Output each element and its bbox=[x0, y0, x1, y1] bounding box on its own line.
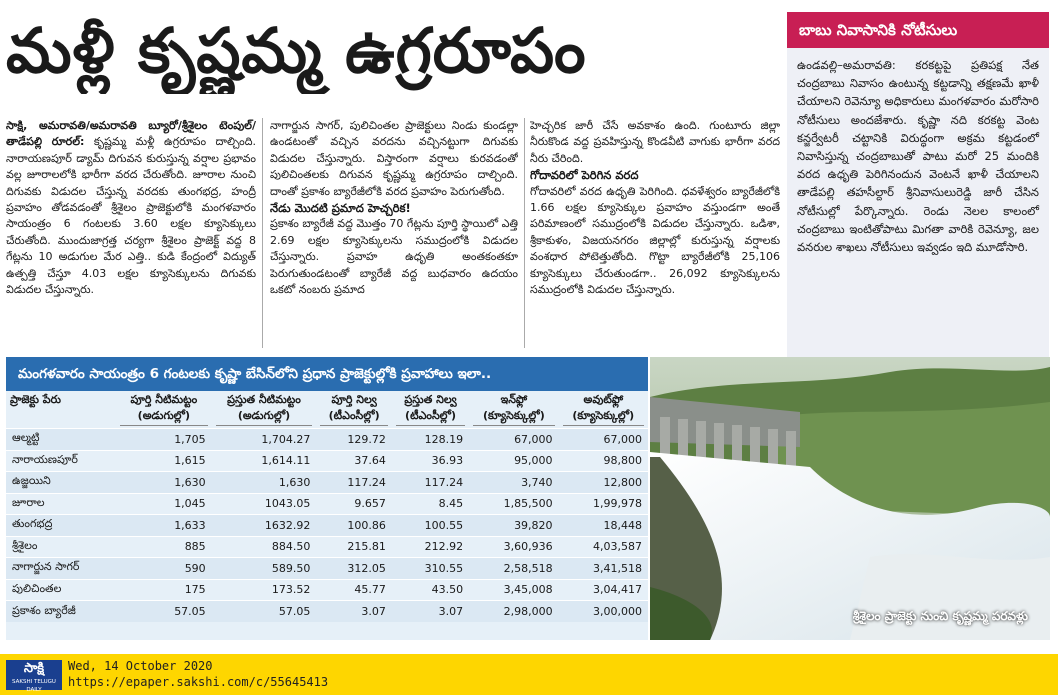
dam-photo bbox=[650, 357, 1050, 640]
footer-info bbox=[68, 658, 328, 690]
table-cell: 4,03,587 bbox=[559, 536, 648, 558]
sidebar-box bbox=[787, 12, 1049, 357]
table-cell: 3.07 bbox=[392, 601, 469, 623]
table-cell: 2,58,518 bbox=[469, 558, 558, 580]
table-cell: పులిచింతల bbox=[6, 579, 116, 601]
table-cell: 1,630 bbox=[212, 472, 317, 494]
table-cell: 57.05 bbox=[116, 601, 212, 623]
table-cell: 215.81 bbox=[316, 536, 392, 558]
table-cell: 117.24 bbox=[316, 472, 392, 494]
column-header bbox=[316, 391, 392, 429]
table-cell: 37.64 bbox=[316, 450, 392, 472]
column-header-unit: (అడుగుల్లో) bbox=[216, 409, 313, 426]
table-cell: 1632.92 bbox=[212, 515, 317, 537]
table-cell: 1,99,978 bbox=[559, 493, 648, 515]
table-cell: 100.86 bbox=[316, 515, 392, 537]
column-header-label: ప్రాజెక్టు పేరు bbox=[10, 393, 61, 406]
article-text: గోదావరిలో వరద ఉధృతి పెరిగింది. ధవళేశ్వరం బ్యారేజీలోకి 1.66 లక్షల క్యూసెక్కుల ప్రవాహం వస్తుండగా అంతే పరిమాణంలో సముద్రంలోకి విడుదల చేస్తున్నారు. ఒడిశా, శ్రీకాకుళం, విజయనగరం జిల్లాల్లో కురుస్తున్న వర్షాలకు వంశధార పోటెత్తుతోంది. గొట్టా బ్యారేజీలోకి 25,106 క్యూసెక్కులు చేరుతుండగా.. 26,092 క్యూసెక్కులను సముద్రంలోకి విడుదల చేస్తున్నారు. bbox=[530, 184, 780, 297]
table-cell: 12,800 bbox=[559, 472, 648, 494]
photo-caption: శ్రీశైలం ప్రాజెక్టు నుంచి కృష్ణమ్మ పరవళ్లు bbox=[852, 609, 1028, 623]
table-cell: 98,800 bbox=[559, 450, 648, 472]
table-cell: 3,740 bbox=[469, 472, 558, 494]
table-cell: ఆల్మట్టి bbox=[6, 429, 116, 451]
table-row bbox=[6, 472, 648, 494]
project-inflow-table bbox=[6, 357, 648, 640]
epaper-link[interactable]: https://epaper.sakshi.com/c/55645413 bbox=[68, 675, 329, 689]
table-cell: 67,000 bbox=[469, 429, 558, 451]
table-row bbox=[6, 493, 648, 515]
headline: మళ్లీ కృష్ణమ్మ ఉగ్రరూపం bbox=[6, 14, 587, 87]
table-cell: 885 bbox=[116, 536, 212, 558]
table-cell: 1,705 bbox=[116, 429, 212, 451]
table-cell: 39,820 bbox=[469, 515, 558, 537]
column-divider bbox=[524, 118, 525, 348]
column-header bbox=[116, 391, 212, 429]
logo-text: సాక్షి bbox=[23, 661, 45, 676]
table-cell: 1,85,500 bbox=[469, 493, 558, 515]
table-cell: 1,614.11 bbox=[212, 450, 317, 472]
table-cell: 3,41,518 bbox=[559, 558, 648, 580]
article-column-3 bbox=[530, 118, 780, 350]
article-byline: సాక్షి, అమరావతి/అమరావతి బ్యూరో/శ్రీశైలం టెంపుల్/తాడేపల్లి రూరల్: bbox=[6, 119, 256, 149]
table-row bbox=[6, 450, 648, 472]
table-cell: 3,00,000 bbox=[559, 601, 648, 623]
table-cell: 129.72 bbox=[316, 429, 392, 451]
table-cell: 2,98,000 bbox=[469, 601, 558, 623]
table-cell: 1,704.27 bbox=[212, 429, 317, 451]
sakshi-logo bbox=[6, 660, 62, 693]
table-cell: 95,000 bbox=[469, 450, 558, 472]
dam-photo-illustration bbox=[650, 357, 1050, 640]
table-cell: 128.19 bbox=[392, 429, 469, 451]
article-column-1 bbox=[6, 118, 256, 350]
column-header-unit: (అడుగుల్లో) bbox=[120, 409, 208, 426]
table-cell: 9.657 bbox=[316, 493, 392, 515]
article-column-2 bbox=[270, 118, 518, 350]
table-cell: 8.45 bbox=[392, 493, 469, 515]
table-cell: 36.93 bbox=[392, 450, 469, 472]
data-table bbox=[6, 391, 648, 622]
table-cell: 67,000 bbox=[559, 429, 648, 451]
table-cell: 3,04,417 bbox=[559, 579, 648, 601]
column-header-label: ప్రస్తుత నీటిమట్టం bbox=[227, 393, 301, 406]
table-cell: 117.24 bbox=[392, 472, 469, 494]
edition-date: Wed, 14 October 2020 bbox=[68, 659, 213, 673]
table-row bbox=[6, 429, 648, 451]
table-cell: 57.05 bbox=[212, 601, 317, 623]
table-cell: 312.05 bbox=[316, 558, 392, 580]
article-subheading: గోదావరిలో పెరిగిన వరద bbox=[530, 168, 639, 183]
table-cell: 18,448 bbox=[559, 515, 648, 537]
table-row bbox=[6, 579, 648, 601]
table-cell: ఉజ్జయిని bbox=[6, 472, 116, 494]
sidebar-title: బాబు నివాసానికి నోటీసులు bbox=[787, 12, 1049, 48]
column-header bbox=[392, 391, 469, 429]
column-divider bbox=[262, 118, 263, 348]
table-cell: 310.55 bbox=[392, 558, 469, 580]
table-cell: 100.55 bbox=[392, 515, 469, 537]
table-cell: 43.50 bbox=[392, 579, 469, 601]
column-header bbox=[469, 391, 558, 429]
column-header bbox=[6, 391, 116, 429]
table-cell: శ్రీశైలం bbox=[6, 536, 116, 558]
table-cell: నాగార్జున సాగర్ bbox=[6, 558, 116, 580]
table-cell: 212.92 bbox=[392, 536, 469, 558]
table-cell: నారాయణపూర్ bbox=[6, 450, 116, 472]
column-header-label: ఇన్‌ఫ్లో bbox=[500, 393, 528, 406]
table-cell: 175 bbox=[116, 579, 212, 601]
article-text: నాగార్జున సాగర్, పులిచింతల ప్రాజెక్టులు నిండు కుండల్లా ఉండటంతో వచ్చిన వరదను వచ్చినట్టుగా దిగువకు విడుదల చేస్తున్నారు. విస్తారంగా వర్షాలు కురవడంతో పులిచింతలకు దిగువన కృష్ణమ్మ ఉగ్రరూపం దాల్చింది. దాంతో ప్రకాశం బ్యారేజీలోకి వరద ప్రవాహం పెరుగుతోంది. bbox=[270, 119, 518, 198]
table-cell: 1,045 bbox=[116, 493, 212, 515]
table-cell: జూరాల bbox=[6, 493, 116, 515]
table-cell: 1,633 bbox=[116, 515, 212, 537]
table-cell: 3,45,008 bbox=[469, 579, 558, 601]
table-cell: 589.50 bbox=[212, 558, 317, 580]
table-row bbox=[6, 515, 648, 537]
logo-tagline: SAKSHI TELUGU DAILY bbox=[12, 679, 56, 693]
column-header-unit: (క్యూసెక్కుల్లో) bbox=[473, 409, 554, 426]
column-header bbox=[559, 391, 648, 429]
article-subheading: నేడు మొదటి ప్రమాద హెచ్చరిక! bbox=[270, 201, 411, 216]
article-text: హెచ్చరిక జారీ చేసే అవకాశం ఉంది. గుంటూరు జిల్లా నీరుకొండ వద్ద ప్రవహిస్తున్న కొండవీటి వాగుకు భారీగా వరద నీరు చేరింది. bbox=[530, 119, 780, 165]
footer-bar bbox=[0, 654, 1058, 695]
column-header bbox=[212, 391, 317, 429]
table-row bbox=[6, 558, 648, 580]
article-text: కృష్ణమ్మ మళ్లీ ఉగ్రరూపం దాల్చింది. నారాయణపూర్ డ్యామ్ దిగువన కురుస్తున్న వర్షాల ప్రభావం వల్ల జూరాలలోకి భారీగా వరద చేరుతోంది. జూరాల నుంచి దిగువకు విడుదల చేస్తున్న వరదకు తుంగభద్ర, హంద్రీ ప్రవాహం తోడవడంతో శ్రీశైలం ప్రాజెక్టులోకి మంగళవారం సాయంత్రం 6 గంటలకు 3.60 లక్షల క్యూసెక్కులు చేరుతోంది. ముందుజాగ్రత్త చర్యగా శ్రీశైలం ప్రాజెక్ట్ వద్ద 8 గేట్లను 10 అడుగుల మేర ఎత్తి.. కుడి కేంద్రంలో విద్యుత్ ఉత్పత్తి చేస్తూ 4.03 లక్షల క్యూసెక్కులను దిగువకు విడుదల చేస్తున్నారు. bbox=[6, 135, 256, 297]
table-cell: 3,60,936 bbox=[469, 536, 558, 558]
column-header-unit: (క్యూసెక్కుల్లో) bbox=[563, 409, 644, 426]
table-cell: 884.50 bbox=[212, 536, 317, 558]
column-header-label: ప్రస్తుత నిల్వ bbox=[404, 393, 457, 406]
column-header-label: అవుట్‌ఫ్లో bbox=[583, 393, 624, 406]
table-cell: 45.77 bbox=[316, 579, 392, 601]
table-cell: ప్రకాశం బ్యారేజీ bbox=[6, 601, 116, 623]
column-header-unit: (టీఎంసీల్లో) bbox=[396, 409, 465, 426]
column-header-unit: (టీఎంసీల్లో) bbox=[320, 409, 388, 426]
table-cell: 590 bbox=[116, 558, 212, 580]
table-cell: తుంగభద్ర bbox=[6, 515, 116, 537]
table-header-row bbox=[6, 391, 648, 429]
sidebar-body: ఉండవల్లి–అమరావతి: కరకట్టపై ప్రతిపక్ష నేత చంద్రబాబు నివాసం ఉంటున్న కట్టడాన్ని తక్షణమే ఖాళీ చేయాలని రెవెన్యూ అధికారులు మంగళవారం మరోసారి నోటీసులు అందజేశారు. కృష్ణా నది కరకట్ట వెంట కన్జర్వేటరీ చట్టానికి విరుద్ధంగా అక్రమ కట్టడంలో నివాసిస్తున్న చంద్రబాబుతో పాటు మరో 25 మందికి వరద ఉధృతి పెరిగినందున వెంటనే ఖాళీ చేయాలని తాడేపల్లి తహసీల్దార్ శ్రీనివాసులురెడ్డి జారీ చేసిన నోటీసుల్లో పేర్కొన్నారు. రెండు నెలల కాలంలో చంద్రబాబు ఇంటితోపాటు మిగతా వారికి రెవెన్యూ, జల వనరుల శాఖలు నోటీసులు ఇవ్వడం ఇది మూడోసారి. bbox=[797, 58, 1039, 255]
column-header-label: పూర్తి నీటిమట్టం bbox=[130, 393, 198, 406]
article-text: ప్రకాశం బ్యారేజీ వద్ద మొత్తం 70 గేట్లను పూర్తి స్థాయిలో ఎత్తి 2.69 లక్షల క్యూసెక్కులను సముద్రంలోకి విడుదల చేస్తున్నారు. ప్రవాహ ఉధృతి అంతకంతకూ పెరుగుతుండటంతో బ్యారేజీ వద్ద బుధవారం ఉదయం ఒకటో నంబరు ప్రమాద bbox=[270, 217, 518, 297]
column-header-label: పూర్తి నిల్వ bbox=[331, 393, 377, 406]
table-cell: 1,615 bbox=[116, 450, 212, 472]
table-cell: 1,630 bbox=[116, 472, 212, 494]
table-row bbox=[6, 601, 648, 623]
table-cell: 173.52 bbox=[212, 579, 317, 601]
table-cell: 3.07 bbox=[316, 601, 392, 623]
table-row bbox=[6, 536, 648, 558]
table-title: మంగళవారం సాయంత్రం 6 గంటలకు కృష్ణా బేసిన్‌లోని ప్రధాన ప్రాజెక్టుల్లోకి ప్రవాహాలు ఇలా.. bbox=[6, 357, 648, 391]
table-cell: 1043.05 bbox=[212, 493, 317, 515]
